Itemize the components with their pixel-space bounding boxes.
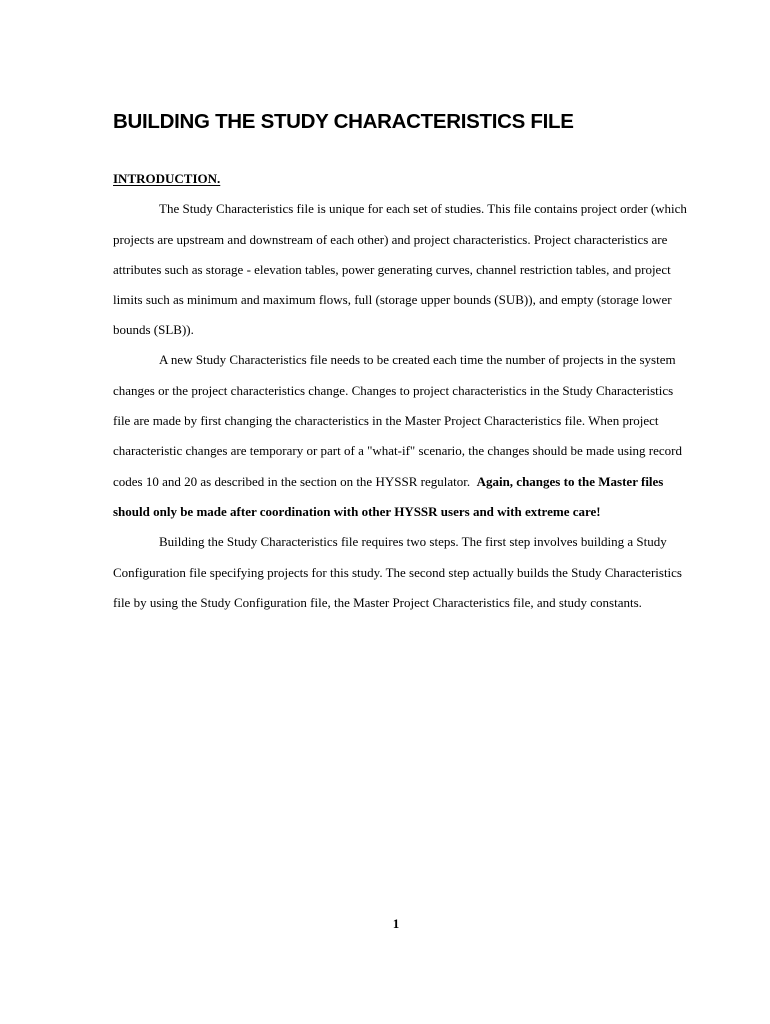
paragraph-text: codes 10 and 20 as described in the section on the HYSSR regulator. xyxy=(113,474,477,489)
paragraph-line: The Study Characteristics file is unique for each set of studies. This file contains project order (which xyxy=(159,201,687,216)
page-number: 1 xyxy=(392,916,400,931)
section-heading-introduction: INTRODUCTION. xyxy=(113,171,221,186)
emphasis-line: should only be made after coordination with other HYSSR users and with extreme care! xyxy=(113,504,601,519)
document-title: BUILDING THE STUDY CHARACTERISTICS FILE xyxy=(113,110,574,133)
paragraph-line: characteristic changes are temporary or part of a "what-if" scenario, the changes should be made using record xyxy=(113,443,683,458)
paragraph-line: A new Study Characteristics file needs to be created each time the number of projects in the system xyxy=(159,352,676,367)
paragraph-line: limits such as minimum and maximum flows, full (storage upper bounds (SUB)), and empty (storage lower xyxy=(113,292,672,307)
paragraph-line: changes or the project characteristics change. Changes to project characteristics in the Study Characteristics xyxy=(113,383,674,398)
paragraph-line: file by using the Study Configuration file, the Master Project Characteristics file, and study constants. xyxy=(113,595,642,610)
paragraph-line: Configuration file specifying projects for this study. The second step actually builds the Study Characteristics xyxy=(113,565,682,580)
paragraph-line: projects are upstream and downstream of each other) and project characteristics. Project characteristics are xyxy=(113,232,668,247)
paragraph-line: file are made by first changing the characteristics in the Master Project Characteristics file. When project xyxy=(113,413,659,428)
paragraph-line: bounds (SLB)). xyxy=(113,322,194,337)
paragraph-line: Building the Study Characteristics file requires two steps. The first step involves building a Study xyxy=(159,534,667,549)
paragraph-line: attributes such as storage - elevation tables, power generating curves, channel restriction tables, and project xyxy=(113,262,671,277)
emphasis-text: Again, changes to the Master files xyxy=(476,474,664,489)
paragraph-line xyxy=(113,473,663,491)
